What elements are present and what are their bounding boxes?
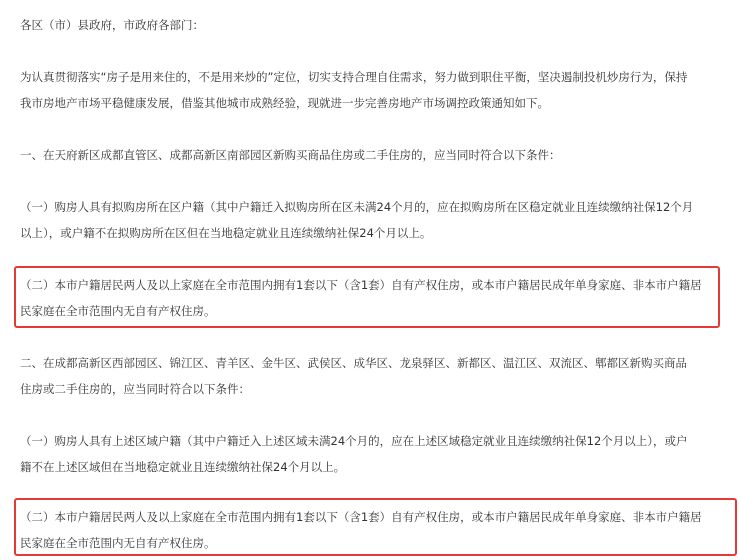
salutation (20, 12, 720, 38)
section-1-item-1 (20, 194, 720, 246)
section-1-heading (20, 142, 720, 168)
intro-line-2: 我市房地产市场平稳健康发展，借鉴其他城市成熟经验，现就进一步完善房地产市场调控政策通知如下。 (20, 96, 549, 110)
section-1-heading-text: 一、在天府新区成都直管区、成都高新区南部园区新购买商品住房或二手住房的，应当同时符合以下条件： (20, 148, 561, 162)
salutation-text: 各区（市）县政府，市政府各部门： (20, 18, 204, 32)
section-2-item-2-line-1: （二）本市户籍居民两人及以上家庭在全市范围内拥有1套以下（含1套）自有产权住房，或本市户籍居民成年单身家庭、非本市户籍居 (20, 510, 702, 524)
intro-line-1: 为认真贯彻落实“房子是用来住的，不是用来炒的”定位，切实支持合理自住需求，努力做到职住平衡，坚决遏制投机炒房行为，保持 (20, 70, 688, 84)
section-2-item-2 (20, 504, 720, 556)
section-1-item-1-line-1: （一）购房人具有拟购房所在区户籍（其中户籍迁入拟购房所在区未满24个月的，应在拟购房所在区稳定就业且连续缴纳社保12个月 (20, 200, 694, 214)
section-1-item-2-line-2: 民家庭在全市范围内无自有产权住房。 (20, 304, 216, 318)
section-2-item-2-line-2: 民家庭在全市范围内无自有产权住房。 (20, 536, 216, 550)
section-1-item-1-line-2: 以上），或户籍不在拟购房所在区但在当地稳定就业且连续缴纳社保24个月以上。 (20, 226, 432, 240)
section-1-item-2-line-1: （二）本市户籍居民两人及以上家庭在全市范围内拥有1套以下（含1套）自有产权住房，或本市户籍居民成年单身家庭、非本市户籍居 (20, 278, 702, 292)
section-2-item-1-line-1: （一）购房人具有上述区域户籍（其中户籍迁入上述区域未满24个月的，应在上述区域稳定就业且连续缴纳社保12个月以上），或户 (20, 434, 688, 448)
intro-paragraph (20, 64, 720, 116)
section-1-item-2 (20, 272, 720, 324)
section-2-heading-line-1: 二、在成都高新区西部园区、锦江区、青羊区、金牛区、武侯区、成华区、龙泉驿区、新都区、温江区、双流区、郫都区新购买商品 (20, 356, 687, 370)
section-2-heading-line-2: 住房或二手住房的，应当同时符合以下条件： (20, 382, 250, 396)
section-2-item-1-line-2: 籍不在上述区域但在当地稳定就业且连续缴纳社保24个月以上。 (20, 460, 346, 474)
section-2-item-1 (20, 428, 720, 480)
section-2-heading (20, 350, 720, 402)
